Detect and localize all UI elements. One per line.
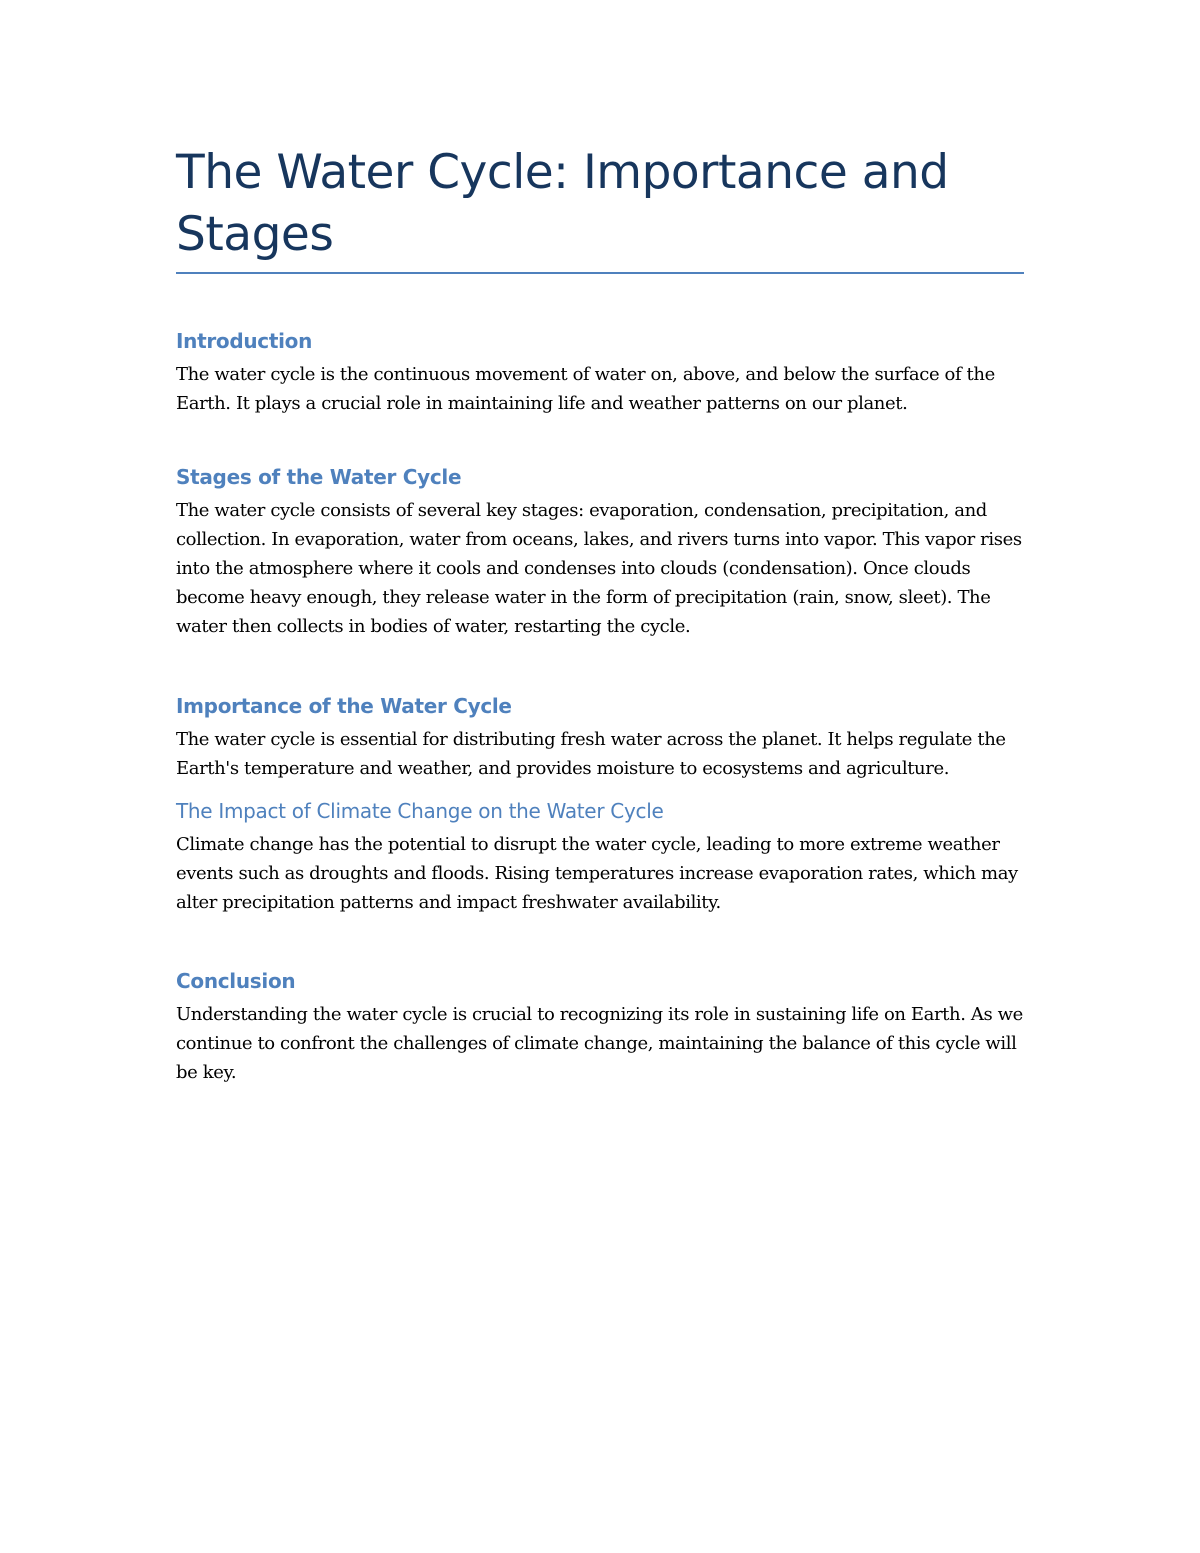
section-heading: Stages of the Water Cycle [176, 465, 462, 489]
section-body: The water cycle is the continuous movement of water on, above, and below the surface of the Earth. It plays a crucial role in maintaining life and weather patterns on our planet. [176, 364, 995, 414]
section-stages [176, 463, 1024, 641]
section-body: The water cycle consists of several key stages: evaporation, condensation, precipitation, and collection. In evaporation, water from oceans, lakes, and rivers turns into vapor. This vapor rises into the atmosphere where it cools and condenses into clouds (condensation). Once clouds become heavy enough, they release water in the form of precipitation (rain, snow, sleet). The water then collects in bodies of water, restarting the cycle. [176, 500, 1022, 637]
document-content [176, 142, 1024, 1087]
section-heading: The Impact of Climate Change on the Water Cycle [176, 799, 664, 823]
document-title: The Water Cycle: Importance and Stages [176, 145, 949, 262]
section-heading: Introduction [176, 329, 313, 353]
section-body: The water cycle is essential for distributing fresh water across the planet. It helps regulate the Earth's temperature and weather, and provides moisture to ecosystems and agriculture. [176, 729, 1006, 779]
section-conclusion [176, 967, 1024, 1087]
section-body: Climate change has the potential to disrupt the water cycle, leading to more extreme weather events such as droughts and floods. Rising temperatures increase evaporation rates, which may alter precipitation patterns and impact freshwater availability. [176, 834, 1018, 913]
title-underline-rule [176, 272, 1024, 274]
section-body: Understanding the water cycle is crucial to recognizing its role in sustaining life on Earth. As we continue to confront the challenges of climate change, maintaining the balance of this cycle will be key. [176, 1004, 1023, 1083]
section-heading: Conclusion [176, 969, 296, 993]
section-introduction [176, 327, 1024, 418]
section-importance [176, 692, 1024, 783]
section-climate-impact [176, 797, 1024, 917]
section-heading: Importance of the Water Cycle [176, 694, 512, 718]
